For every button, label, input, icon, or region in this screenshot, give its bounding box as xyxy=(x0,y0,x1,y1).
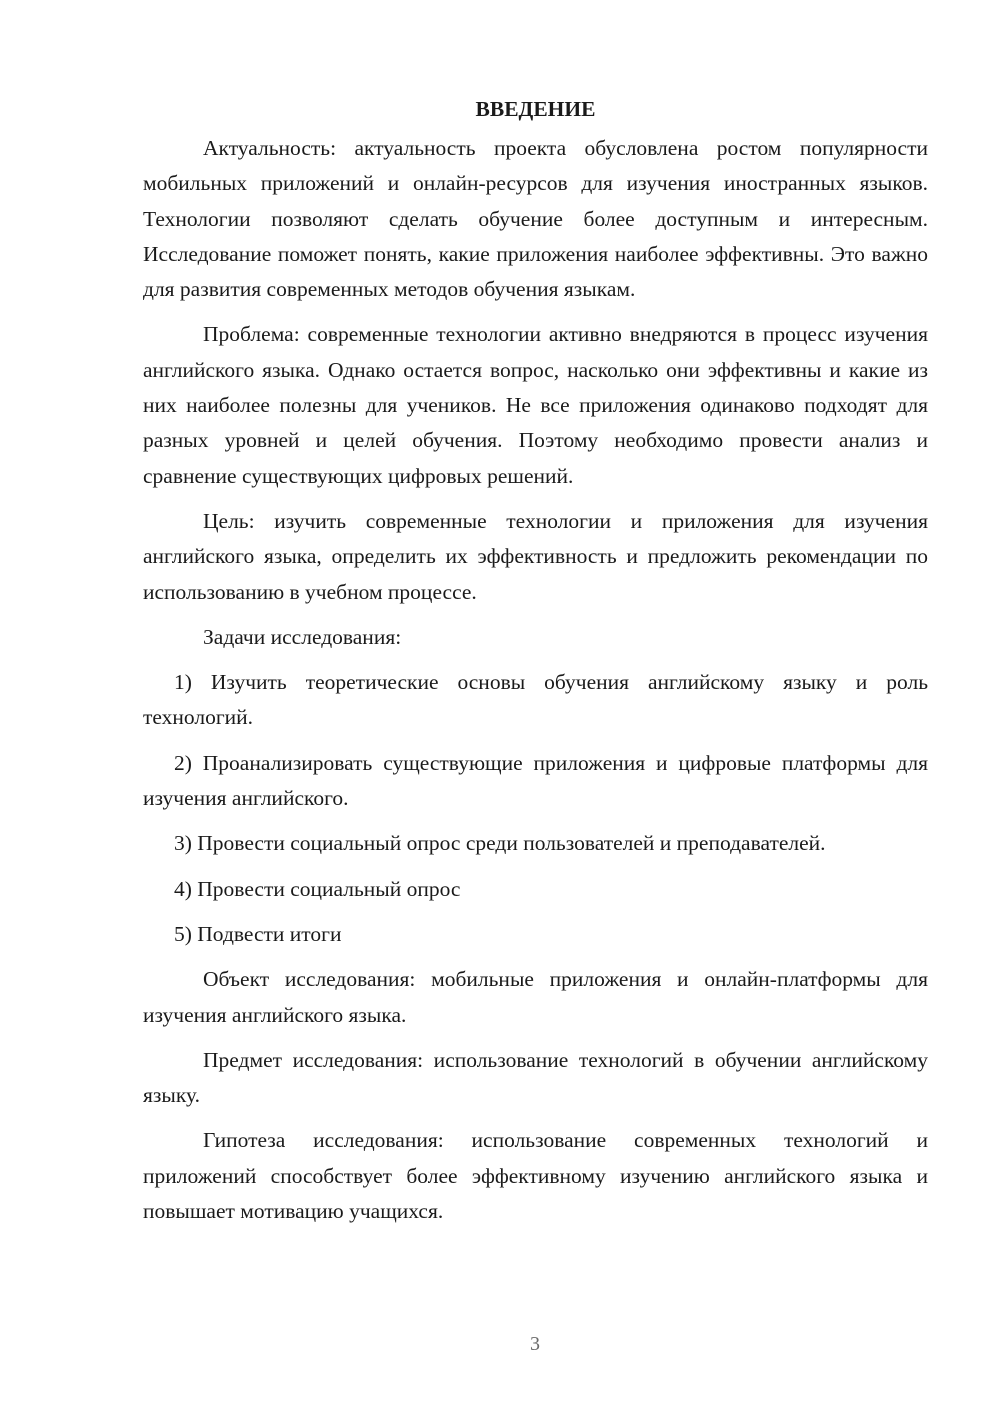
paragraph-object: Объект исследования: мобильные приложения и онлайн-платформы для изучения английского языка. xyxy=(143,967,928,1027)
paragraph-tasks-heading: Задачи исследования: xyxy=(203,624,402,649)
list-item: 1) Изучить теоретические основы обучения английскому языку и роль технологий. xyxy=(143,670,928,730)
paragraph-hypothesis: Гипотеза исследования: использование современных технологий и приложений способствует более эффективному изучению английского языка и повышает мотивацию учащихся. xyxy=(143,1128,928,1224)
paragraph-subject: Предмет исследования: использование технологий в обучении английскому языку. xyxy=(143,1047,928,1108)
paragraph-goal: Цель: изучить современные технологии и приложения для изучения английского языка, определить их эффективность и предложить рекомендации по использованию в учебном процессе. xyxy=(143,508,928,604)
list-item: 5) Подвести итоги xyxy=(174,921,342,946)
list-item: 4) Провести социальный опрос xyxy=(174,876,461,901)
page-number: 3 xyxy=(530,1333,540,1355)
list-item: 2) Проанализировать существующие приложения и цифровые платформы для изучения английского. xyxy=(143,750,928,811)
paragraph-problem: Проблема: современные технологии активно внедряются в процесс изучения английского языка. Однако остается вопрос, насколько они эффективны и какие из них наиболее полезны для учеников. Не все приложения одинаково подходят для разных уровней и целей обучения. Поэтому необходимо провести анализ и сравнение существующих цифровых решений. xyxy=(143,322,928,488)
document-page xyxy=(143,92,928,1239)
paragraph-relevance: Актуальность: актуальность проекта обусловлена ростом популярности мобильных приложений и онлайн-ресурсов для изучения иностранных языков. Технологии позволяют сделать обучение более доступным и интересным. Исследование поможет понять, какие приложения наиболее эффективны. Это важно для развития современных методов обучения языкам. xyxy=(143,136,928,302)
list-item: 3) Провести социальный опрос среди пользователей и преподавателей. xyxy=(174,831,826,856)
page-title: ВВЕДЕНИЕ xyxy=(475,97,596,121)
